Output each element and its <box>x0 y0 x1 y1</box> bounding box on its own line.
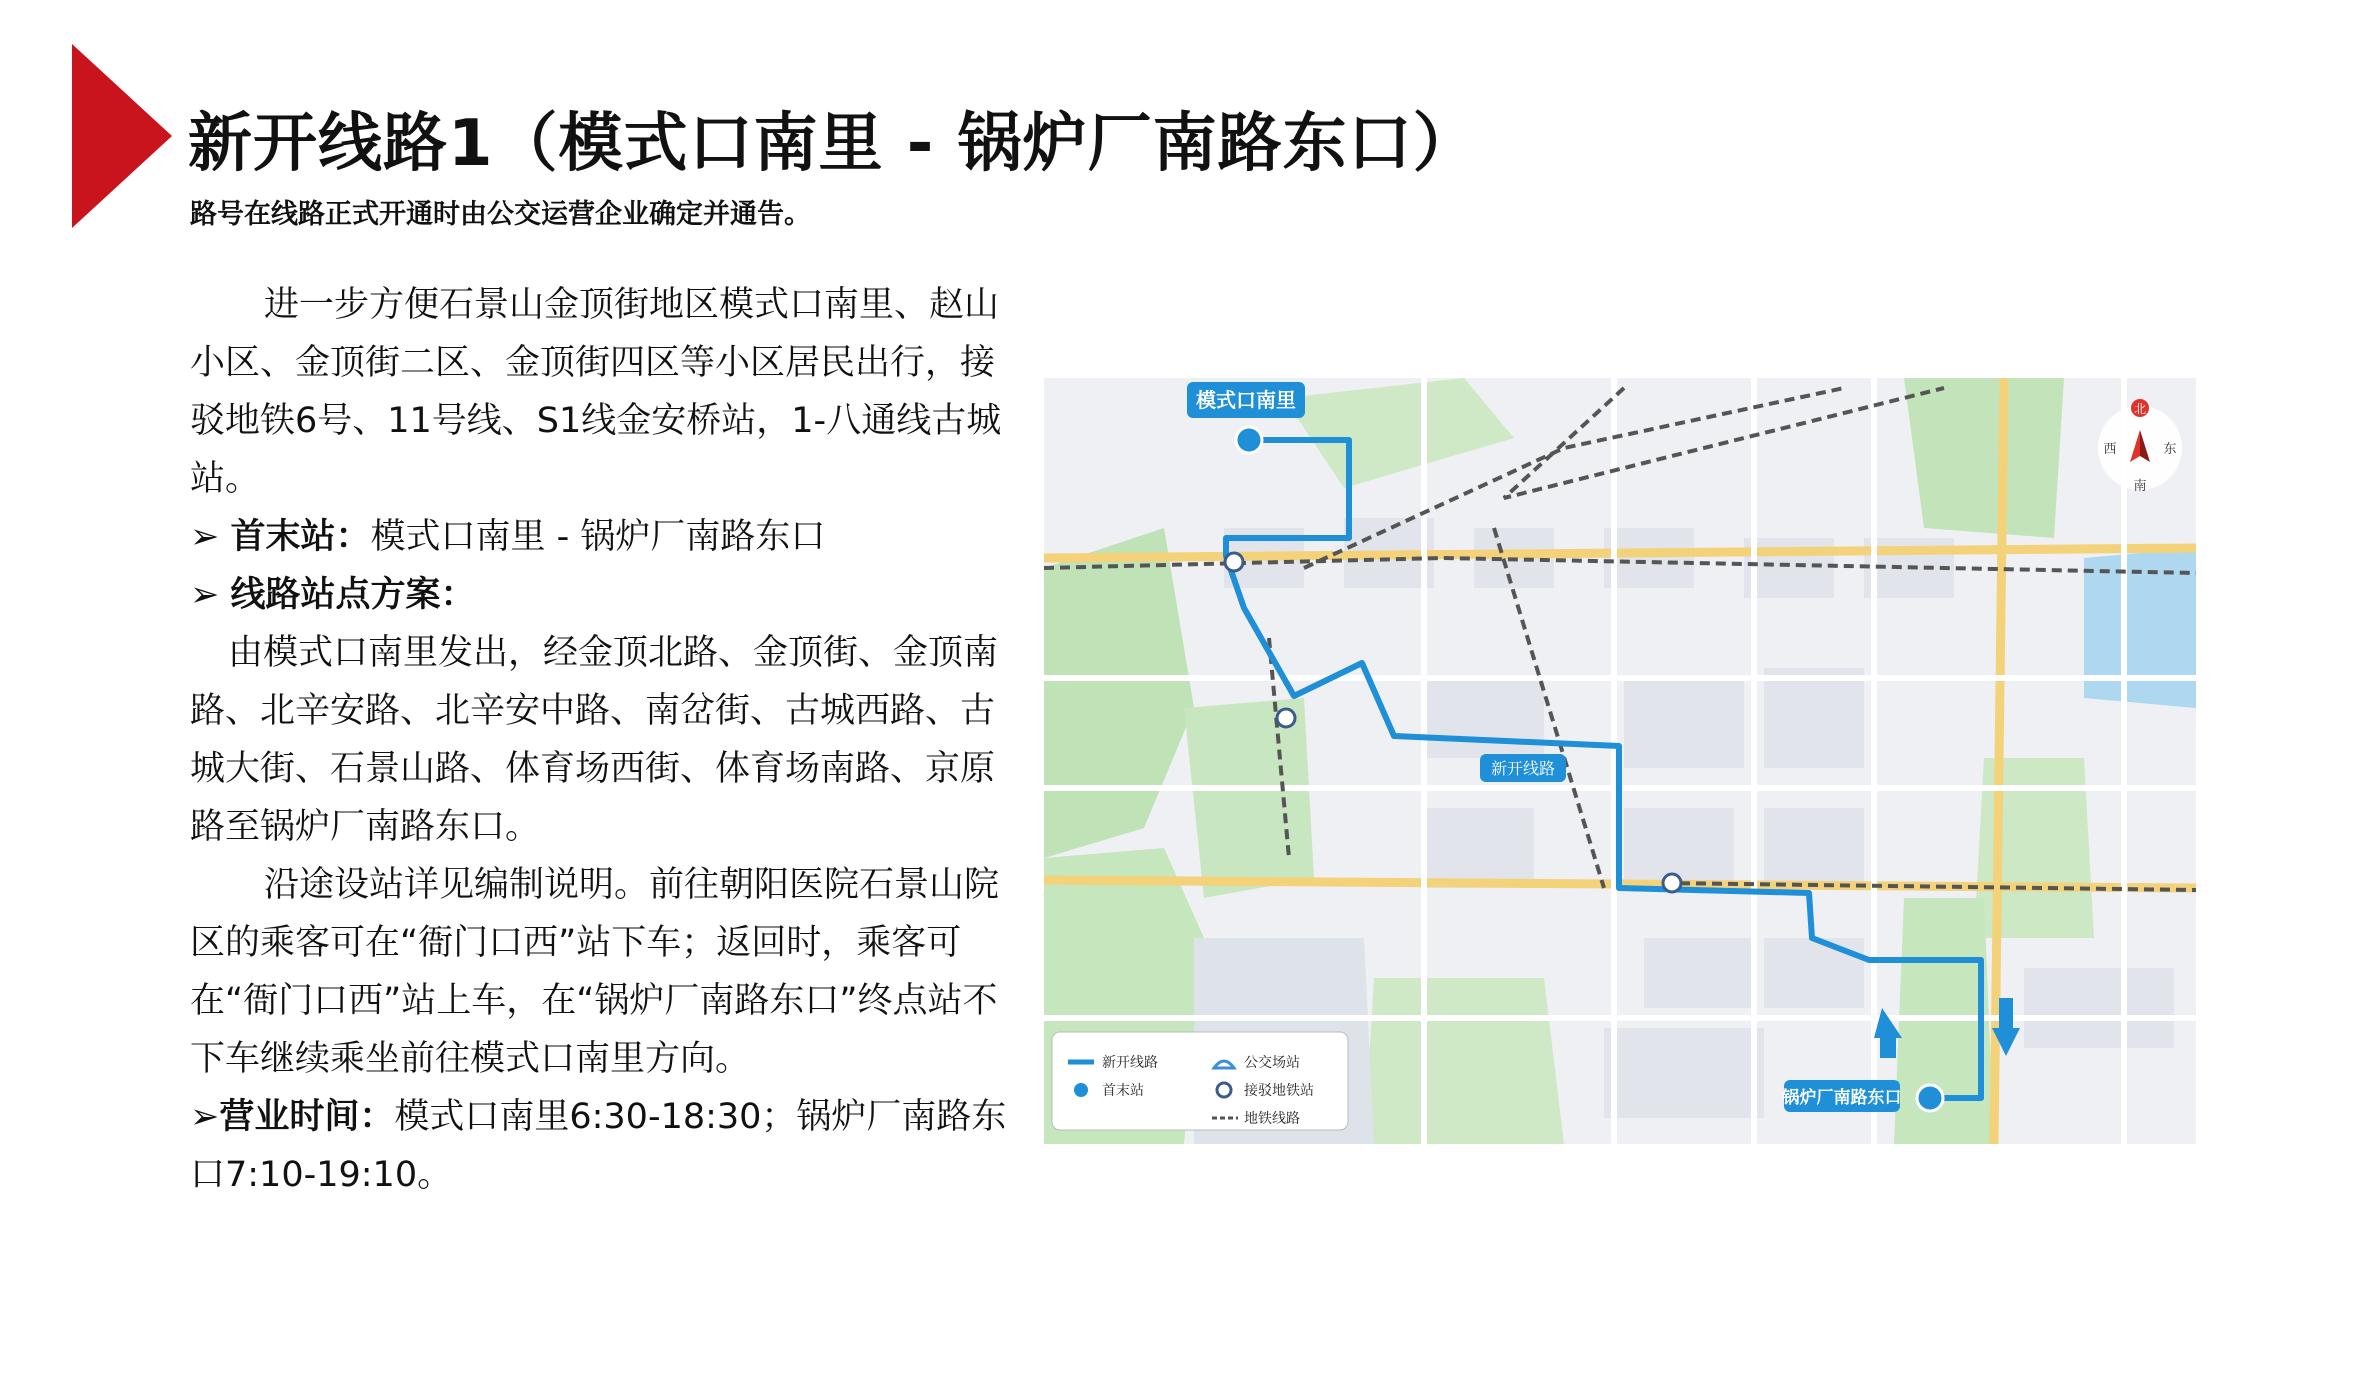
hours-label: 营业时间： <box>219 1097 395 1137</box>
end-terminal-marker <box>1917 1085 1943 1111</box>
start-label: 模式口南里 <box>1196 388 1296 412</box>
start-terminal-marker <box>1236 427 1262 453</box>
legend-metro-station: 接驳地铁站 <box>1244 1083 1314 1099</box>
description-body <box>190 276 1020 1204</box>
route-map-svg <box>1044 378 2196 1144</box>
bullet-icon: ➢ <box>190 1097 220 1137</box>
metro-station-icon <box>1663 874 1681 892</box>
intro-paragraph: 进一步方便石景山金顶街地区模式口南里、赵山小区、金顶街二区、金顶街四区等小区居民出行，接驳地铁6号、11号线、S1线金安桥站，1-八通线古城站。 <box>190 285 1002 499</box>
notes-paragraph: 沿途设站详见编制说明。前往朝阳医院石景山院区的乘客可在“衙门口西”站下车；返回时，乘客可在“衙门口西”站上车，在“锅炉厂南路东口”终点站不下车继续乘坐前往模式口南里方向。 <box>190 865 1000 1079</box>
bullet-icon: ➢ <box>190 517 220 557</box>
legend-bus-yard: 公交场站 <box>1244 1055 1300 1071</box>
title-accent-triangle <box>72 44 172 228</box>
legend-metro-station-icon <box>1217 1083 1231 1097</box>
legend-metro-line: 地铁线路 <box>1244 1111 1300 1127</box>
page-subtitle: 路号在线路正式开通时由公交运营企业确定并通告。 <box>190 199 811 230</box>
green-area <box>1184 698 1314 898</box>
route-label: 新开线路 <box>1490 759 1556 778</box>
stops-item <box>190 566 1020 624</box>
legend-terminal: 首末站 <box>1102 1083 1144 1099</box>
route-paragraph: 由模式口南里发出，经金顶北路、金顶街、金顶南路、北辛安路、北辛安中路、南岔街、古城西路、古城大街、石景山路、体育场西街、体育场南路、京原路至锅炉厂南路东口。 <box>190 633 999 847</box>
terminals-value: 模式口南里 - 锅炉厂南路东口 <box>370 517 826 557</box>
compass-east: 东 <box>2163 442 2177 457</box>
legend-terminal-icon <box>1074 1083 1088 1097</box>
compass-south: 南 <box>2133 479 2147 494</box>
hours-value: 模式口南里6:30-18:30；锅炉厂南路东口7:10-19:10。 <box>190 1097 1007 1195</box>
hours-item <box>190 1088 1020 1204</box>
green-area <box>1904 378 2064 538</box>
legend-route: 新开线路 <box>1102 1055 1158 1071</box>
metro-station-icon <box>1225 553 1243 571</box>
terminals-item <box>190 508 1020 566</box>
compass-west: 西 <box>2103 442 2117 457</box>
page-title: 新开线路1（模式口南里 - 锅炉厂南路东口） <box>188 107 1478 181</box>
metro-station-icon <box>1277 709 1295 727</box>
terminals-label: 首末站： <box>230 517 371 557</box>
end-label: 锅炉厂南路东口 <box>1782 1088 1902 1108</box>
green-area <box>1364 978 1564 1144</box>
bullet-icon: ➢ <box>190 575 220 615</box>
map-legend <box>1052 1032 1348 1130</box>
stops-label: 线路站点方案： <box>230 575 476 615</box>
route-map <box>1044 378 2196 1144</box>
compass-north: 北 <box>2133 402 2147 416</box>
